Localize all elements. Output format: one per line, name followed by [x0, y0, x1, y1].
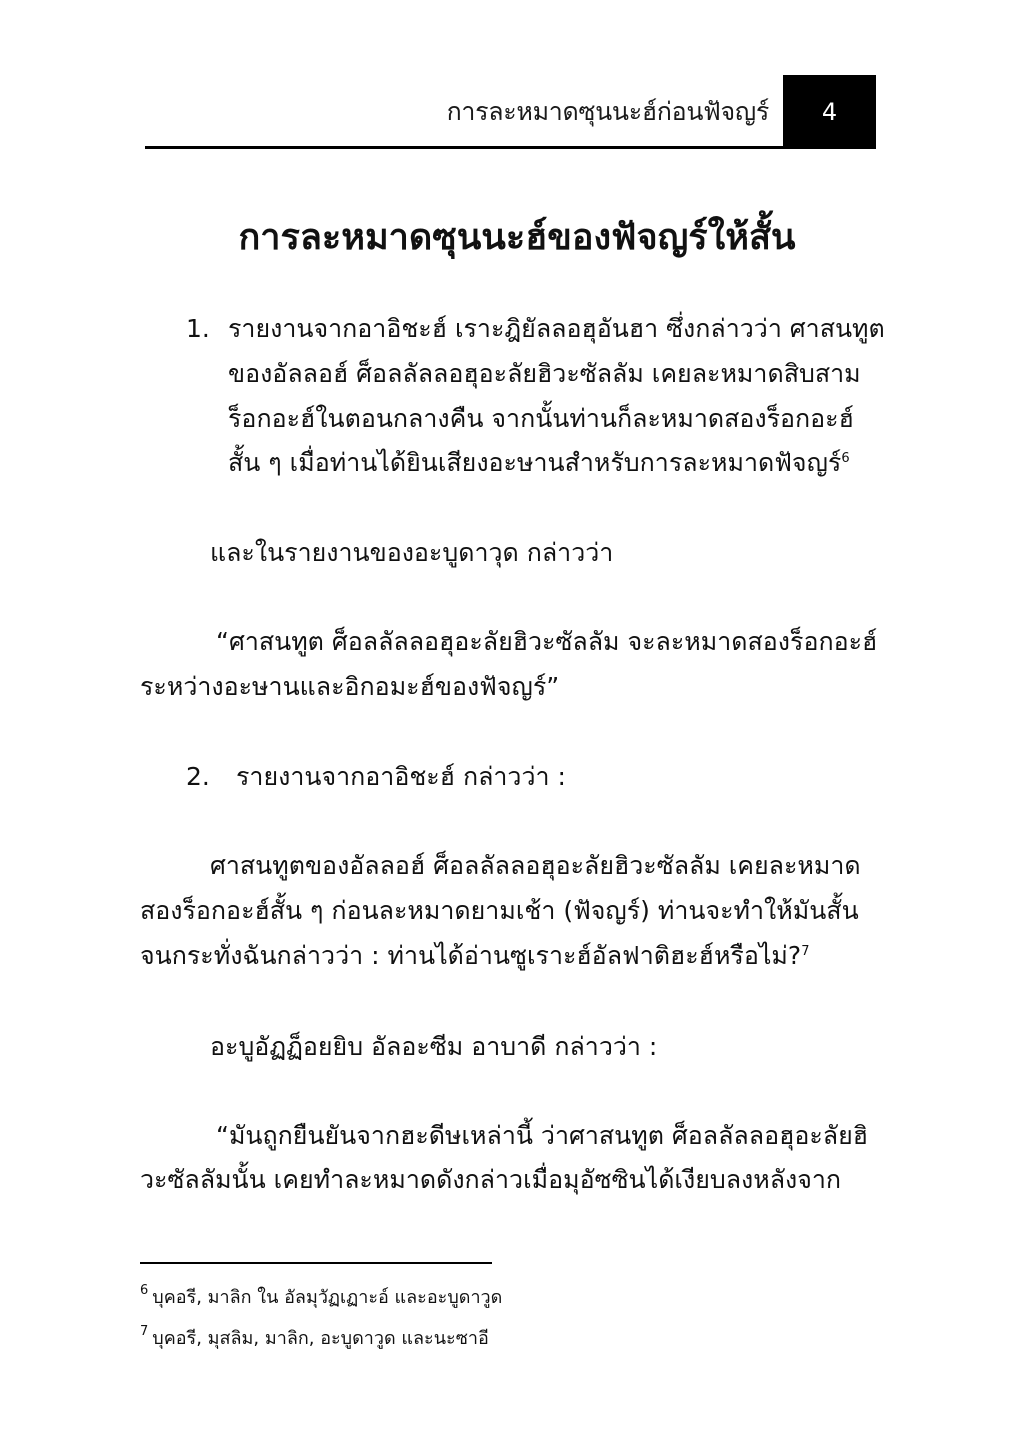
- paragraph-1-line-4-text: สั้น ๆ เมื่อท่านได้ยินเสียงอะษานสำหรับการละหมาดฟัจญร์: [228, 448, 842, 477]
- section-2-heading: รายงานจากอาอิชะฮ์ กล่าวว่า :: [236, 762, 566, 791]
- paragraph-1-line-2: ของอัลลอฮ์ ศ็อลลัลลอฮุอะลัยฮิวะซัลลัม เคยละหมาดสิบสาม: [228, 359, 861, 388]
- page-number: 4: [821, 98, 838, 126]
- paragraph-1-line-3: ร็อกอะฮ์ในตอนกลางคืน จากนั้นท่านก็ละหมาดสองร็อกอะฮ์: [228, 404, 854, 433]
- quote-1-line-2: ระหว่างอะษานและอิกอมะฮ์ของฟัจญร์”: [140, 672, 560, 701]
- footnote-6-text: บุคอรี, มาลิก ใน อัลมุวัฏเฏาะอ์ และอะบูดาวูด: [152, 1287, 503, 1308]
- quote-2-line-1: “มันถูกยืนยันจากฮะดีษเหล่านี้ ว่าศาสนทูต ศ็อลลัลลอฮุอะลัยฮิ: [216, 1121, 869, 1150]
- list-number-2: 2.: [186, 762, 210, 791]
- list-number-1: 1.: [186, 314, 210, 343]
- paragraph-2-line-3-text: จนกระทั่งฉันกล่าวว่า : ท่านได้อ่านซูเราะฮ์อัลฟาติฮะฮ์หรือไม่?: [140, 941, 802, 970]
- quote-2-line-2: วะซัลลัมนั้น เคยทำละหมาดดังกล่าวเมื่อมุอัซซินได้เงียบลงหลังจาก: [140, 1165, 842, 1194]
- footnote-6-mark: 6: [140, 1283, 149, 1298]
- footnote-separator: [140, 1262, 492, 1264]
- paragraph-1-line-1: รายงานจากอาอิชะฮ์ เราะฎิยัลลอฮุอันฮา ซึ่งกล่าวว่า ศาสนทูต: [228, 314, 885, 343]
- intro-abu-dawud: และในรายงานของอะบูดาวุด กล่าวว่า: [210, 538, 614, 567]
- header-rule: [145, 146, 785, 149]
- paragraph-1-line-4: [228, 441, 850, 486]
- footnote-ref-6[interactable]: 6: [841, 451, 850, 466]
- chapter-title: การละหมาดซุนนะฮ์ของฟัจญร์ให้สั้น: [238, 217, 796, 258]
- footnote-6: [140, 1285, 502, 1313]
- footnote-7-mark: 7: [140, 1324, 149, 1339]
- footnote-ref-7[interactable]: 7: [801, 944, 810, 959]
- footnote-7: [140, 1326, 489, 1354]
- page-number-box: [783, 75, 876, 149]
- paragraph-2-line-1: ศาสนทูตของอัลลอฮ์ ศ็อลลัลลอฮุอะลัยฮิวะซัลลัม เคยละหมาด: [210, 851, 861, 880]
- footnote-7-text: บุคอรี, มุสลิม, มาลิก, อะบูดาวูด และนะซาอี: [152, 1328, 489, 1349]
- intro-abu-al-tayyib: อะบูอัฏฏ็อยยิบ อัลอะซีม อาบาดี กล่าวว่า :: [210, 1032, 658, 1061]
- paragraph-2-line-3: [140, 934, 809, 979]
- paragraph-2-line-2: สองร็อกอะฮ์สั้น ๆ ก่อนละหมาดยามเช้า (ฟัจญร์) ท่านจะทำให้มันสั้น: [140, 896, 859, 925]
- running-header-title: การละหมาดซุนนะฮ์ก่อนฟัจญร์: [446, 97, 769, 126]
- quote-1-line-1: “ศาสนทูต ศ็อลลัลลอฮุอะลัยฮิวะซัลลัม จะละหมาดสองร็อกอะฮ์: [216, 627, 878, 656]
